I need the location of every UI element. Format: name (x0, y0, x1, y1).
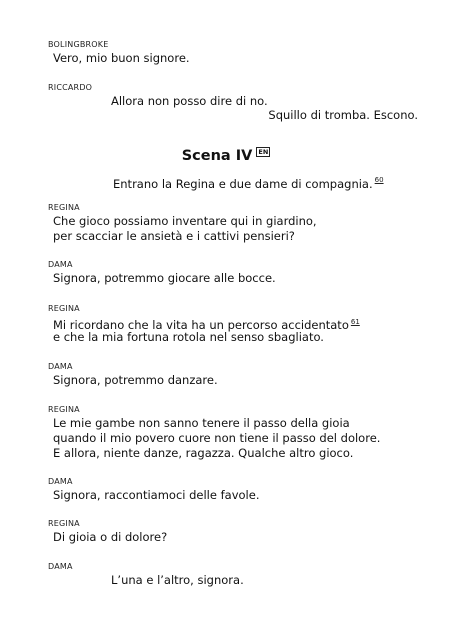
english-link-badge[interactable]: EN (258, 148, 269, 156)
speaker-label: REGINA (48, 304, 80, 313)
dialogue-line: quando il mio povero cuore non tiene il passo del dolore. (53, 431, 381, 445)
footnote-link[interactable]: 60 (374, 175, 384, 184)
dialogue-line: L’una e l’altro, signora. (111, 573, 244, 587)
speaker-label: DAMA (48, 562, 73, 571)
scene-heading (0, 145, 452, 164)
speaker-label: RICCARDO (48, 83, 93, 92)
speaker-label: DAMA (48, 260, 73, 269)
dialogue-line: Mi ricordano che la vita ha un percorso accidentato (53, 317, 349, 332)
speaker-label: DAMA (48, 362, 73, 371)
speaker-label: BOLINGBROKE (48, 40, 109, 49)
dialogue-line: Signora, potremmo giocare alle bocce. (53, 271, 276, 285)
dialogue-line: e che la mia fortuna rotola nel senso sbagliato. (53, 330, 324, 344)
speaker-label: DAMA (48, 477, 73, 486)
dialogue-line: Di gioia o di dolore? (53, 530, 168, 544)
dialogue-line: Che gioco possiamo inventare qui in giardino, (53, 214, 317, 228)
stage-direction: Entrano la Regina e due dame di compagnia. (113, 177, 373, 191)
dialogue-line: Signora, raccontiamoci delle favole. (53, 488, 260, 502)
dialogue-line: Allora non posso dire di no. (111, 94, 268, 108)
dialogue-line: Le mie gambe non sanno tenere il passo della gioia (53, 416, 350, 430)
dialogue-line: per scacciar le ansietà e i cattivi pensieri? (53, 229, 295, 243)
footnote-link[interactable]: 61 (350, 318, 360, 326)
stage-direction: Squillo di tromba. Escono. (268, 108, 418, 122)
scene-title: Scena IV (181, 148, 253, 164)
speaker-label: REGINA (48, 405, 80, 414)
dialogue-line: E allora, niente danze, ragazza. Qualche altro gioco. (53, 446, 354, 460)
dialogue-line: Vero, mio buon signore. (53, 51, 190, 65)
stage-direction-entry (113, 173, 384, 192)
speaker-label: REGINA (48, 203, 80, 212)
speaker-label: REGINA (48, 519, 80, 528)
dialogue-line: Signora, potremmo danzare. (53, 373, 218, 387)
